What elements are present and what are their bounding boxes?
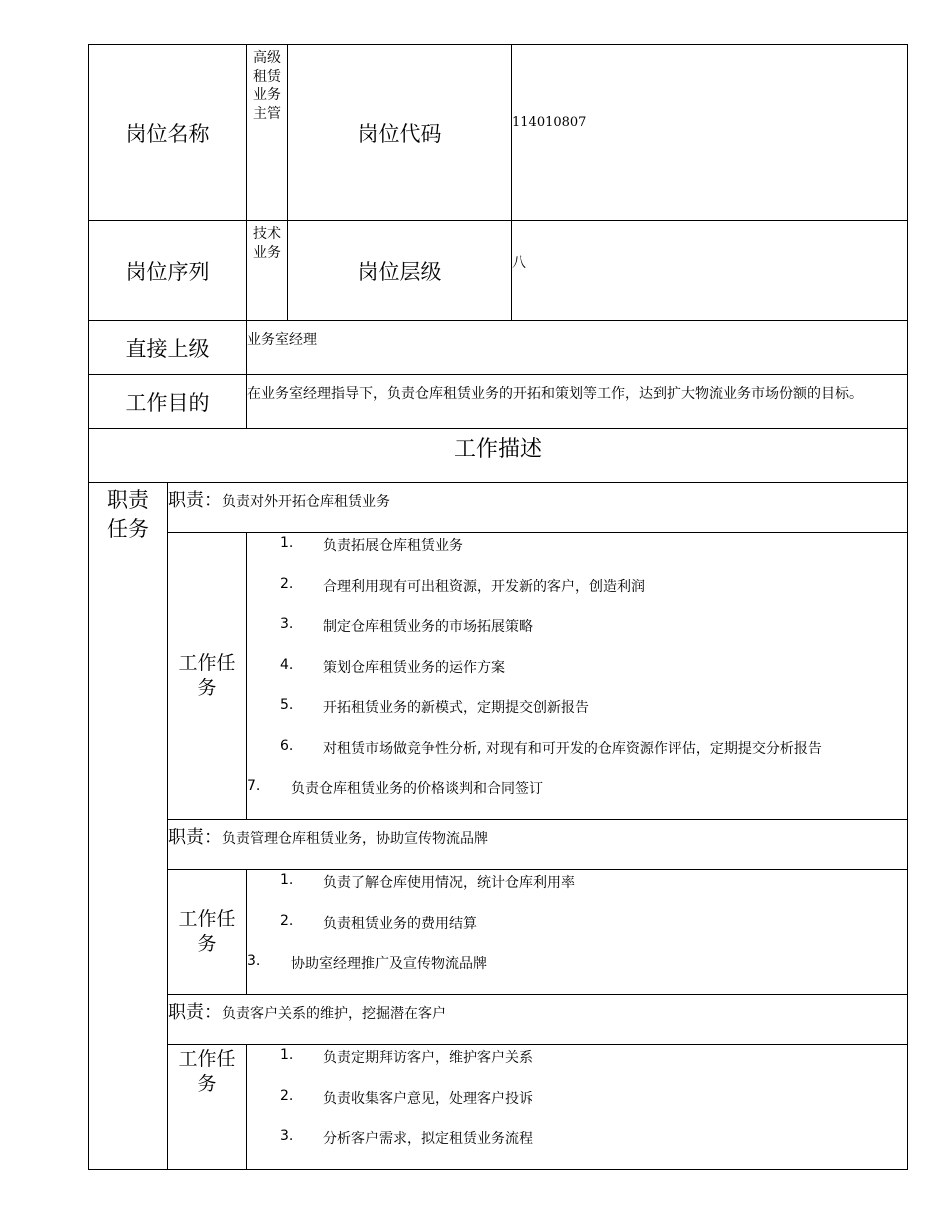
row-purpose <box>89 375 908 429</box>
task-text: 负责收集客户意见，处理客户投诉 <box>323 1090 533 1107</box>
duty-3-row <box>89 995 908 1045</box>
duty-1 <box>168 483 908 533</box>
duty-2-tasks-row <box>89 870 908 995</box>
task-number: 6. <box>280 737 294 754</box>
position-level-label: 岗位层级 <box>288 221 512 321</box>
task-number: 1. <box>280 535 294 551</box>
duty-2-title: 负责管理仓库租赁业务，协助宣传物流品牌 <box>222 831 488 847</box>
task-text: 制定仓库租赁业务的市场拓展策略 <box>323 619 533 635</box>
task-text: 负责拓展仓库租赁业务 <box>323 538 463 554</box>
task-item <box>247 870 907 911</box>
task-item <box>247 1126 907 1167</box>
position-series-value: 技术业务 <box>247 221 288 321</box>
duty-2 <box>168 820 908 870</box>
task-text: 合理利用现有可出租资源，开发新的客户，创造利润 <box>323 578 645 595</box>
task-number: 1. <box>280 872 294 888</box>
task-number: 3. <box>280 616 294 632</box>
position-series-label: 岗位序列 <box>89 221 247 321</box>
section-title: 工作描述 <box>89 429 908 483</box>
task-item <box>247 533 907 574</box>
task-item <box>247 614 907 655</box>
row-position-name <box>89 45 908 221</box>
task-number: 4. <box>280 656 294 673</box>
duty-prefix: 职责： <box>168 490 222 511</box>
position-level-value: 八 <box>512 221 908 321</box>
position-code-value: 114010807 <box>512 45 908 221</box>
duty-3-task-list <box>247 1045 908 1170</box>
duty-task-label <box>89 483 168 1170</box>
task-text: 负责仓库租赁业务的价格谈判和合同签订 <box>291 781 543 797</box>
task-item <box>247 911 907 952</box>
task-text: 对租赁市场做竞争性分析, 对现有和可开发的仓库资源作评估，定期提交分析报告 <box>323 740 822 757</box>
duty-1-task-list <box>247 533 908 820</box>
task-label-2 <box>168 870 247 995</box>
purpose-label: 工作目的 <box>89 375 247 429</box>
job-description-table <box>88 44 908 1170</box>
task-label-3 <box>168 1045 247 1170</box>
task-label-1-text: 工作任务 <box>178 652 236 699</box>
task-item <box>247 951 907 992</box>
row-position-series <box>89 221 908 321</box>
duty-1-row <box>89 483 908 533</box>
task-item <box>247 776 907 817</box>
duty-3-tasks-row <box>89 1045 908 1170</box>
task-item <box>247 574 907 615</box>
task-number: 2. <box>280 1087 294 1104</box>
purpose-value: 在业务室经理指导下，负责仓库租赁业务的开拓和策划等工作，达到扩大物流业务市场份额的目标。 <box>247 375 908 429</box>
task-number: 1. <box>280 1047 294 1063</box>
duty-prefix: 职责： <box>168 1002 222 1023</box>
task-item <box>247 736 907 777</box>
task-text: 策划仓库租赁业务的运作方案 <box>323 659 505 676</box>
task-number: 2. <box>280 575 294 592</box>
position-name-value: 高级租赁业务主管 <box>247 45 288 221</box>
task-label-1 <box>168 533 247 820</box>
task-label-3-text: 工作任务 <box>178 1048 236 1095</box>
duty-1-title: 负责对外开拓仓库租赁业务 <box>222 494 390 510</box>
duty-2-task-list <box>247 870 908 995</box>
duty-3-title: 负责客户关系的维护，挖掘潜在客户 <box>222 1006 446 1022</box>
duty-1-tasks-row <box>89 533 908 820</box>
task-item <box>247 1086 907 1127</box>
superior-label: 直接上级 <box>89 321 247 375</box>
position-name-label: 岗位名称 <box>89 45 247 221</box>
duty-2-row <box>89 820 908 870</box>
task-text: 开拓租赁业务的新模式，定期提交创新报告 <box>323 700 589 716</box>
task-label-2-text: 工作任务 <box>178 908 236 955</box>
task-text: 协助室经理推广及宣传物流品牌 <box>291 956 487 972</box>
superior-value: 业务室经理 <box>247 321 908 375</box>
duty-prefix: 职责： <box>168 827 222 848</box>
task-text: 分析客户需求，拟定租赁业务流程 <box>323 1131 533 1147</box>
task-number: 7. <box>247 778 261 794</box>
duty-3 <box>168 995 908 1045</box>
task-text: 负责租赁业务的费用结算 <box>323 915 477 932</box>
task-number: 5. <box>280 697 294 713</box>
task-item <box>247 695 907 736</box>
task-number: 3. <box>247 953 261 969</box>
task-text: 负责定期拜访客户，维护客户关系 <box>323 1050 533 1066</box>
task-item <box>247 1045 907 1086</box>
position-code-label: 岗位代码 <box>288 45 512 221</box>
row-superior <box>89 321 908 375</box>
task-text: 负责了解仓库使用情况，统计仓库利用率 <box>323 875 575 891</box>
row-section-title <box>89 429 908 483</box>
task-number: 2. <box>280 912 294 929</box>
duty-task-label-text: 职责任务 <box>107 488 149 541</box>
task-item <box>247 655 907 696</box>
task-number: 3. <box>280 1128 294 1144</box>
